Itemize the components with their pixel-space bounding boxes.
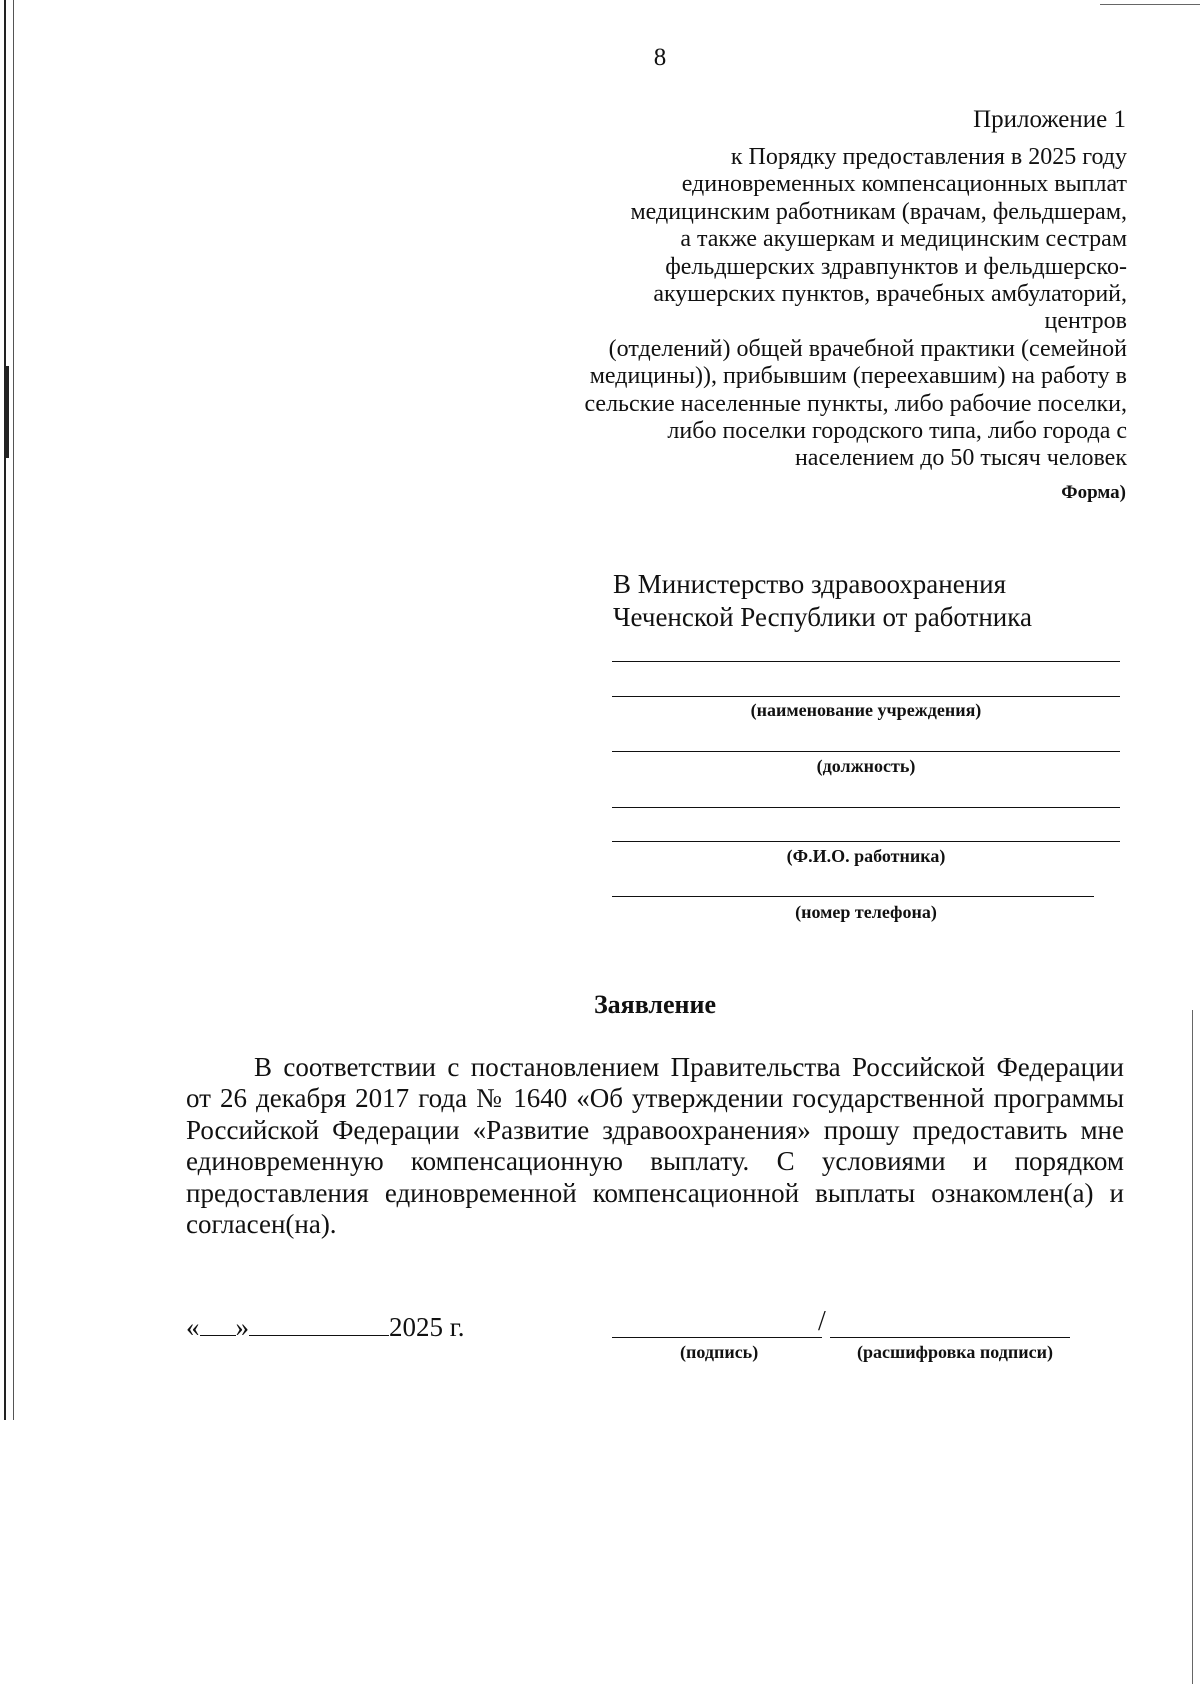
appendix-subtitle (567, 144, 1127, 473)
form-label: Форма) (1061, 482, 1126, 503)
appendix-line: к Порядку предоставления в 2025 году (730, 144, 1127, 170)
signature-separator: / (818, 1306, 826, 1337)
date-open-quote: « (186, 1312, 200, 1342)
signature-decode-field-line[interactable] (830, 1337, 1070, 1338)
phone-caption: (номер телефона) (795, 902, 937, 922)
appendix-line: либо поселки городского типа, либо города с (667, 418, 1127, 445)
scan-edge-left-inner (13, 0, 14, 1420)
month-field-blank[interactable] (249, 1313, 389, 1336)
appendix-line: медицинским работникам (врачам, фельдшерам, (630, 198, 1127, 225)
page-number: 8 (653, 44, 667, 71)
appendix-line: медицины)), прибывшим (переехавшим) на работу в (589, 363, 1127, 390)
signature-field-line[interactable] (612, 1337, 822, 1338)
scan-edge-right (1192, 1010, 1193, 1684)
appendix-line: фельдшерских здравпунктов и фельдшерско- (665, 253, 1127, 280)
name-caption: (Ф.И.О. работника) (786, 846, 946, 866)
date-field[interactable] (186, 1312, 465, 1343)
signature-caption: (подпись) (680, 1342, 759, 1362)
scan-edge-left-dark (4, 366, 9, 458)
appendix-line: акушерских пунктов, врачебных амбулаторий, центров (653, 281, 1127, 335)
date-year: 2025 г. (389, 1312, 465, 1342)
addressee-block (613, 568, 1032, 634)
statement-title: Заявление (593, 990, 717, 1019)
appendix-line: единовременных компенсационных выплат (681, 171, 1127, 198)
day-field-blank[interactable] (200, 1313, 236, 1336)
institution-field-line-2[interactable] (612, 696, 1120, 697)
position-field-line[interactable] (612, 751, 1120, 752)
appendix-line: (отделений) общей врачебной практики (семейной (608, 335, 1127, 362)
position-caption: (должность) (816, 756, 916, 776)
signature-decode-caption: (расшифровка подписи) (857, 1342, 1053, 1362)
appendix-line: населением до 50 тысяч человек (794, 445, 1127, 472)
addressee-line-2: Чеченской Республики от работника (613, 602, 1032, 632)
scan-edge-left (4, 0, 6, 1420)
institution-field-line-1[interactable] (612, 661, 1120, 662)
name-field-line-2[interactable] (612, 841, 1120, 842)
scan-edge-top-right (1100, 4, 1200, 5)
date-close-quote: » (235, 1312, 249, 1342)
institution-caption: (наименование учреждения) (750, 700, 982, 720)
appendix-line: сельские населенные пункты, либо рабочие поселки, (584, 390, 1127, 417)
statement-body: В соответствии с постановлением Правительства Российской Федерации от 26 декабря 2017 года № 1640 «Об утверждении государственной программы Российской Федерации «Развитие здравоохранения» прошу предоставить мне единовременную компенсационную выплату. С условиями и порядком предоставления единовременной компенсационной выплаты ознакомлен(а) и согласен(на). (186, 1052, 1124, 1240)
addressee-line-1: В Министерство здравоохранения (613, 569, 1007, 599)
appendix-line: а также акушеркам и медицинским сестрам (680, 226, 1127, 253)
name-field-line-1[interactable] (612, 807, 1120, 808)
phone-field-line[interactable] (612, 896, 1094, 897)
appendix-title: Приложение 1 (973, 106, 1126, 133)
